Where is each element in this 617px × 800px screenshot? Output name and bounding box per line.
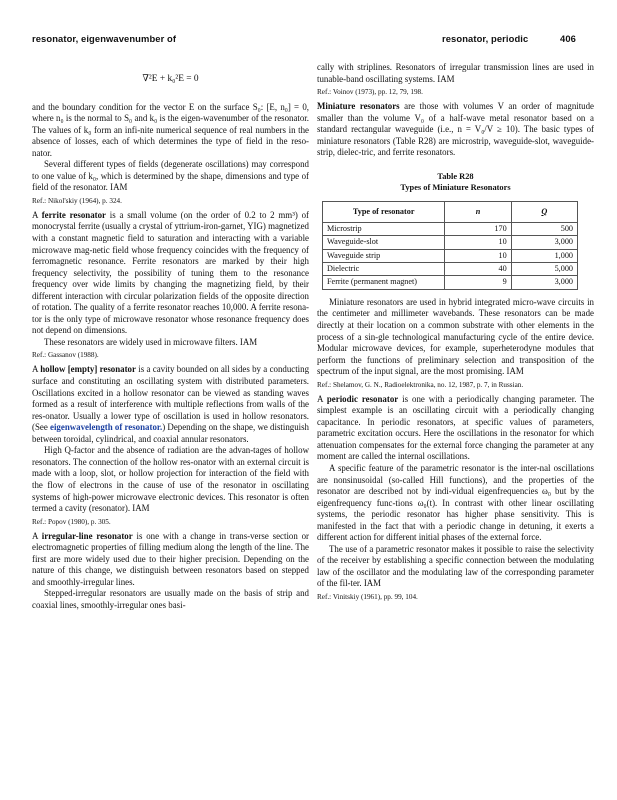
table-row (323, 276, 578, 289)
table-caption (317, 171, 594, 193)
table-header-row (323, 201, 578, 222)
table-row (323, 236, 578, 249)
cell-type: Dielectric (323, 263, 445, 276)
entry-term: Miniature resonators (317, 101, 400, 112)
cell-n: 40 (445, 263, 511, 276)
reference: Ref.: Nikol'skiy (1964), p. 324. (32, 196, 122, 205)
parametric-feature-paragraph: A specific feature of the parametric resonator is the inter-nal oscillations are nonsinusoidal (so-called Hill functions), and the properties of the resonator are described not by indi-vidual eigenfrequencies ω₀ but by the eigenfrequency func-tions ω₀(t). In contrast with other linear oscillating systems, the periodic resonator has higher phase sensitivity. This is manifested in the fact that with a periodic change in detuning, it exerts a different action for different initial phases of the external force. (317, 462, 594, 543)
helmholtz-equation: ∇²E + k₀²E = 0 (142, 74, 199, 84)
degenerate-oscillations-paragraph: Several different types of fields (degenerate oscillations) may correspond to one value of k₀, which is determined by the shape, dimensions and type of field of the resonator. IAM (32, 159, 309, 193)
column-header-type: Type of resonator (323, 201, 445, 222)
left-column (32, 62, 309, 611)
table-title: Types of Miniature Resonators (400, 182, 511, 192)
cross-reference-link[interactable]: eigenwavelength of resonator. (50, 422, 163, 433)
entry-text: ) Depending on the shape, we distinguish between toroidal, cylindrical, and coaxial annular resonators. (32, 422, 309, 444)
reference: Ref.: Gassanov (1988). (32, 351, 99, 360)
entry-term: irregular-line resonator (41, 530, 133, 541)
cell-type: Waveguide-slot (323, 236, 445, 249)
entry-term: periodic resonator (326, 393, 399, 404)
cell-q: 1,000 (511, 249, 577, 262)
cell-n: 10 (445, 249, 511, 262)
hollow-advantages-paragraph: High Q-factor and the absence of radiation are the advan-tages of hollow resonators. The connection of the hollow res-onator with an external circuit is made with a loop, slot, or hollow projection for interaction of the field with the flow of electrons in the cause of use of the resonator in oscillating systems of high-power microwave electronic devices. This resonator is often termed a cavity (resonator). IAM (32, 445, 309, 514)
article-letter: A (32, 364, 38, 375)
column-header-n: n (445, 201, 511, 222)
stepped-irregular-paragraph: Stepped-irregular resonators are usually made on the basis of strip and coaxial lines, smoothly-irregular ones basi- (32, 588, 309, 610)
table-row (323, 263, 578, 276)
cell-q: 500 (511, 222, 577, 235)
right-column (317, 62, 594, 606)
ferrite-resonator-entry (32, 210, 309, 337)
table-row (323, 222, 578, 235)
cell-type: Ferrite (permanent magnet) (323, 276, 445, 289)
running-head-left: resonator, eigenwavenumber of (32, 33, 177, 44)
hollow-resonator-entry (32, 364, 309, 445)
table-label: Table R28 (437, 171, 474, 181)
table-row (323, 249, 578, 262)
entry-term: hollow [empty] resonator (40, 364, 136, 375)
hybrid-circuits-paragraph: Miniature resonators are used in hybrid integrated micro-wave circuits in the centimeter and millimeter wavebands. These resonators can be made directly at their location on a common substrate with other elements in the process of a sin-gle technological manufacturing cycle of the entire device. Modular microwave devices, for example, superheterodyne modules that perform the functions of preliminary selection and transposition of the spectrum of the input signal, are the most promising. IAM (317, 296, 594, 377)
periodic-resonator-entry (317, 394, 594, 463)
cell-q: 5,000 (511, 263, 577, 276)
miniature-resonators-entry (317, 101, 594, 159)
microwave-filters-paragraph: These resonators are widely used in microwave filters. IAM (44, 336, 258, 347)
running-head-right: resonator, periodic (442, 33, 529, 44)
cell-type: Microstrip (323, 222, 445, 235)
reference: Ref.: Vinitskiy (1961), pp. 99, 104. (317, 592, 418, 601)
reference: Ref.: Voinov (1973), pp. 12, 79, 198. (317, 88, 423, 97)
entry-text: is a small volume (on the order of 0.2 to 2 mm³) of monocrystal ferrite (usually a crystal of yttrium-iron-garnet, YIG) magnetized with a constant magnetic field to saturation and interacting with a variable microwave mag-netic field whose frequency coincides with the frequency of ferromagnetic resonance. Ferrite resonators are marked by their high frequency selectivity, the possibility of tuning them to the resonance frequency over wide limits by changing the magnetizing field, by their different interaction with circular polarization fields of the opposite direction of rotation. The quality of a ferrite resonator reaches 10,000. A ferrite resona-tor is the only type of microwave resonator whose resonance frequency does not depend on dimensions. (32, 209, 310, 336)
article-letter: A (32, 530, 38, 541)
entry-text: is one with a periodically changing parameter. The simplest example is an oscillating circuit with a periodically changing capacitance. In periodic resonators, at specific values of parameters, parametric excitation occurs. Here the oscillations in the resonator for which attenuation compensates for the external force changing the parameter at any moment are called the internal oscillations. (317, 393, 595, 462)
cell-q: 3,000 (511, 236, 577, 249)
cell-n: 10 (445, 236, 511, 249)
entry-text: is one with a change in trans-verse section or electromagnetic properties of filling medium along the length of the line. The first are more widely used due to their higher precision. Depending on the nature of this change, we distinguish between resonators based on stepped and smoothly-irregular lines. (32, 530, 310, 587)
cell-n: 9 (445, 276, 511, 289)
irregular-line-resonator-entry (32, 531, 309, 589)
entry-text: is a cavity bounded on all sides by a conducting surface and constituting an oscillating system with distributed parameters. Oscillations excited in a hollow resonator can be viewed as standing waves formed as a result of interference with multiple reflections from walls of the res-onator. Usually a lower type of oscillation is used in hollow resonators. (See (32, 364, 310, 433)
article-letter: A (317, 393, 323, 404)
page-number: 406 (560, 33, 576, 44)
cell-type: Waveguide strip (323, 249, 445, 262)
parametric-use-paragraph: The use of a parametric resonator makes it possible to raise the selectivity of the receiver by establishing a specific connection between the modulating law of the oscillator and the modulating law of the corresponding parameter of the fil-ter. IAM (317, 543, 594, 589)
entry-term: ferrite resonator (41, 209, 106, 220)
cell-n: 170 (445, 222, 511, 235)
continued-paragraph: cally with striplines. Resonators of irregular transmission lines are used in tunable-band oscillating systems. IAM (317, 62, 594, 84)
reference: Ref.: Shelamov, G. N., Radioelektronika, no. 12, 1987, p. 7, in Russian. (317, 380, 524, 389)
miniature-resonators-table (322, 201, 578, 290)
column-header-q: Q (511, 201, 577, 222)
reference: Ref.: Popov (1980), p. 305. (32, 517, 111, 526)
boundary-condition-paragraph: and the boundary condition for the vector E on the surface S₀: [E, n₀] = 0, where n₀ is the normal to S₀ and k₀ is the eigen-wavenumber of the resonator. The values of k₀ form an infi-nite numerical sequence of real numbers in the absence of losses, each of which determines the type of field in the reso-nator. (32, 101, 309, 158)
cell-q: 3,000 (511, 276, 577, 289)
article-letter: A (32, 209, 38, 220)
entry-text: are those with volumes V an order of magnitude smaller than the volume V₀ of a half-wave metal resonator based on a standard rectangular waveguide (i.e., n = V₀/V ≥ 10). The basic types of miniature resonators (Table R28) are microstrip, waveguide-slot, waveguide-strip, dielec-tric, and ferrite resonators. (317, 101, 594, 158)
